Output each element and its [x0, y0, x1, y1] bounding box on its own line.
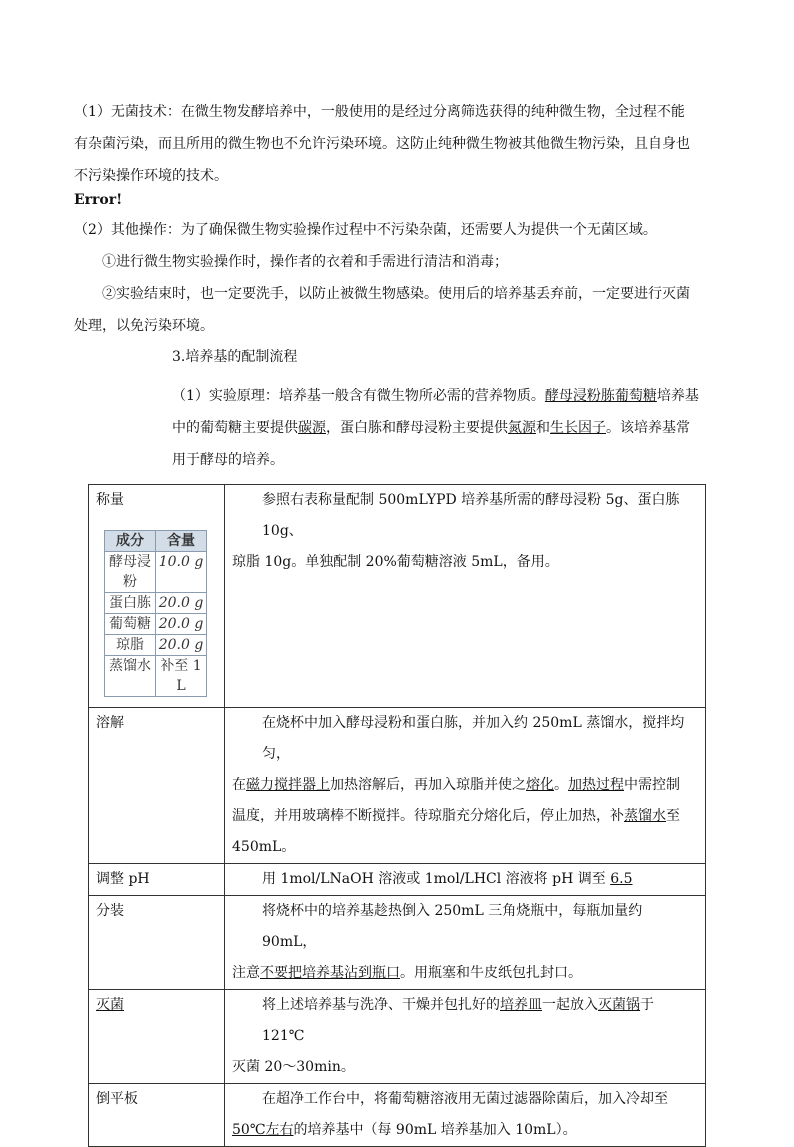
error-text: Error! [74, 192, 123, 208]
label-weigh: 称量 [96, 492, 124, 508]
composition-name: 蒸馏水 [105, 656, 156, 697]
composition-row [105, 552, 207, 593]
row-label-adjust-ph: 调整 pH [89, 864, 225, 896]
principle-line3: 用于酵母的培养。 [172, 452, 284, 468]
label-sterilize: 灭菌 [96, 997, 124, 1013]
row-label-sterilize [89, 990, 225, 1084]
dispense-text: 注意 [232, 965, 260, 981]
dispense-text: 。用瓶塞和牛皮纸包扎封口。 [400, 965, 582, 981]
table-row-dissolve [89, 708, 706, 864]
principle-line2 [172, 418, 690, 438]
principle-line1 [172, 386, 699, 406]
underline-carbon-source: 碳源 [298, 420, 326, 436]
underline-distilled-water: 蒸馏水 [624, 808, 666, 824]
underline-temperature: 50℃左右 [232, 1122, 294, 1138]
principle-text-2b: ，蛋白胨和酵母浸粉主要提供 [326, 420, 508, 436]
pour-plate-text: 的培养基中（每 90mL 培养基加入 10mL）。 [293, 1122, 577, 1138]
row-content-dispense [225, 896, 706, 990]
principle-text-2c: 和 [536, 420, 550, 436]
principle-underline-medium: 酵母浸粉胨葡萄糖 [544, 388, 657, 404]
composition-value: 20.0 g [156, 593, 207, 614]
composition-table [104, 530, 207, 697]
adjust-ph-text: 用 1mol/LNaOH 溶液或 1mol/LHCl 溶液将 pH 调至 [262, 871, 611, 887]
table-row-sterilize [89, 990, 706, 1084]
weigh-line1: 参照右表称量配制 500mLYPD 培养基所需的酵母浸粉 5g、蛋白胨 10g、 [262, 492, 680, 539]
principle-text-1: （1）实验原理：培养基一般含有微生物所必需的营养物质。 [172, 388, 545, 404]
dissolve-line1: 在烧杯中加入酵母浸粉和蛋白胨，并加入约 250mL 蒸馏水，搅拌均匀， [262, 715, 685, 762]
composition-row [105, 593, 207, 614]
composition-name: 琼脂 [105, 635, 156, 656]
para-aseptic-line3: 不污染操作环境的技术。 [74, 168, 228, 184]
table-row-pour-plate [89, 1084, 706, 1147]
composition-name: 葡萄糖 [105, 614, 156, 635]
procedure-table [88, 484, 706, 1147]
dissolve-line3: 温度，并用玻璃棒不断搅拌。待琼脂充分熔化后，停止加热，补 [232, 808, 624, 824]
underline-magnetic-stirrer: 磁力搅拌器上 [246, 777, 330, 793]
composition-row [105, 614, 207, 635]
adjust-ph-line [232, 864, 632, 895]
composition-row [105, 656, 207, 697]
section-title: 3.培养基的配制流程 [172, 349, 298, 365]
composition-value: 10.0 g [156, 552, 207, 593]
dissolve-text: 。 [554, 777, 568, 793]
composition-header [105, 531, 207, 552]
principle-text-2d: 。该培养基常 [606, 420, 690, 436]
table-row-adjust-ph [89, 864, 706, 896]
row-content-weigh [225, 485, 706, 708]
dispense-line1: 将烧杯中的培养基趁热倒入 250mL 三角烧瓶中，每瓶加量约 90mL， [262, 903, 643, 950]
dissolve-text: 中需控制 [624, 777, 680, 793]
table-row-weigh [89, 485, 706, 708]
underline-autoclave: 灭菌锅 [598, 997, 640, 1013]
pour-plate-line1: 在超净工作台中，将葡萄糖溶液用无菌过滤器除菌后，加入冷却至 [262, 1091, 668, 1107]
composition-header-amount: 含量 [156, 531, 207, 552]
para-aseptic-line2: 有杂菌污染，而且所用的微生物也不允许污染环境。这防止纯种微生物被其他微生物污染，且自身也 [74, 136, 690, 152]
dissolve-text: 至 [666, 808, 680, 824]
sterilize-text: 于 121℃ [262, 997, 654, 1044]
principle-text-1-end: 培养基 [656, 388, 699, 404]
composition-name: 酵母浸粉 [105, 552, 156, 593]
row-label-dissolve: 溶解 [89, 708, 225, 864]
principle-text-2a: 中的葡萄糖主要提供 [172, 420, 298, 436]
para-other-ops-item2-line2: 处理，以免污染环境。 [74, 318, 214, 334]
sterilize-line2: 灭菌 20～30min。 [232, 1059, 355, 1075]
row-content-pour-plate [225, 1084, 706, 1147]
dissolve-text: 在 [232, 777, 246, 793]
row-label-weigh [89, 485, 225, 708]
underline-petri-dish: 培养皿 [500, 997, 542, 1013]
row-content-sterilize [225, 990, 706, 1084]
row-content-dissolve [225, 708, 706, 864]
row-label-dispense: 分装 [89, 896, 225, 990]
composition-header-component: 成分 [105, 531, 156, 552]
sterilize-text: 将上述培养基与洗净、干燥并包扎好的 [262, 997, 500, 1013]
underline-ph-value: 6.5 [610, 871, 633, 887]
underline-melt: 熔化 [526, 777, 554, 793]
table-row-dispense [89, 896, 706, 990]
para-other-ops-line1: （2）其他操作：为了确保微生物实验操作过程中不污染杂菌，还需要人为提供一个无菌区域。 [74, 222, 657, 238]
underline-growth-factor: 生长因子 [550, 420, 606, 436]
sterilize-text: 一起放入 [542, 997, 598, 1013]
underline-nitrogen-source: 氮源 [508, 420, 536, 436]
underline-heating-process: 加热过程 [568, 777, 624, 793]
composition-value: 补至 1 L [156, 656, 207, 697]
composition-value: 20.0 g [156, 635, 207, 656]
sterilize-line1 [232, 990, 699, 1052]
row-content-adjust-ph [225, 864, 706, 896]
dissolve-line4: 450mL。 [232, 839, 296, 855]
para-other-ops-item2-line1: ②实验结束时，也一定要洗手，以防止被微生物感染。使用后的培养基丢弃前，一定要进行灭菌 [102, 286, 690, 302]
composition-row [105, 635, 207, 656]
weigh-line2: 琼脂 10g。单独配制 20%葡萄糖溶液 5mL，备用。 [232, 554, 559, 570]
row-label-pour-plate: 倒平板 [89, 1084, 225, 1147]
para-other-ops-item1: ①进行微生物实验操作时，操作者的衣着和手需进行清洁和消毒； [102, 254, 508, 270]
dissolve-text: 加热溶解后，再加入琼脂并使之 [330, 777, 526, 793]
para-aseptic-line1: （1）无菌技术：在微生物发酵培养中，一般使用的是经过分离筛选获得的纯种微生物，全过程不能 [74, 104, 685, 120]
composition-name: 蛋白胨 [105, 593, 156, 614]
underline-bottle-mouth: 不要把培养基沾到瓶口 [260, 965, 400, 981]
composition-value: 20.0 g [156, 614, 207, 635]
